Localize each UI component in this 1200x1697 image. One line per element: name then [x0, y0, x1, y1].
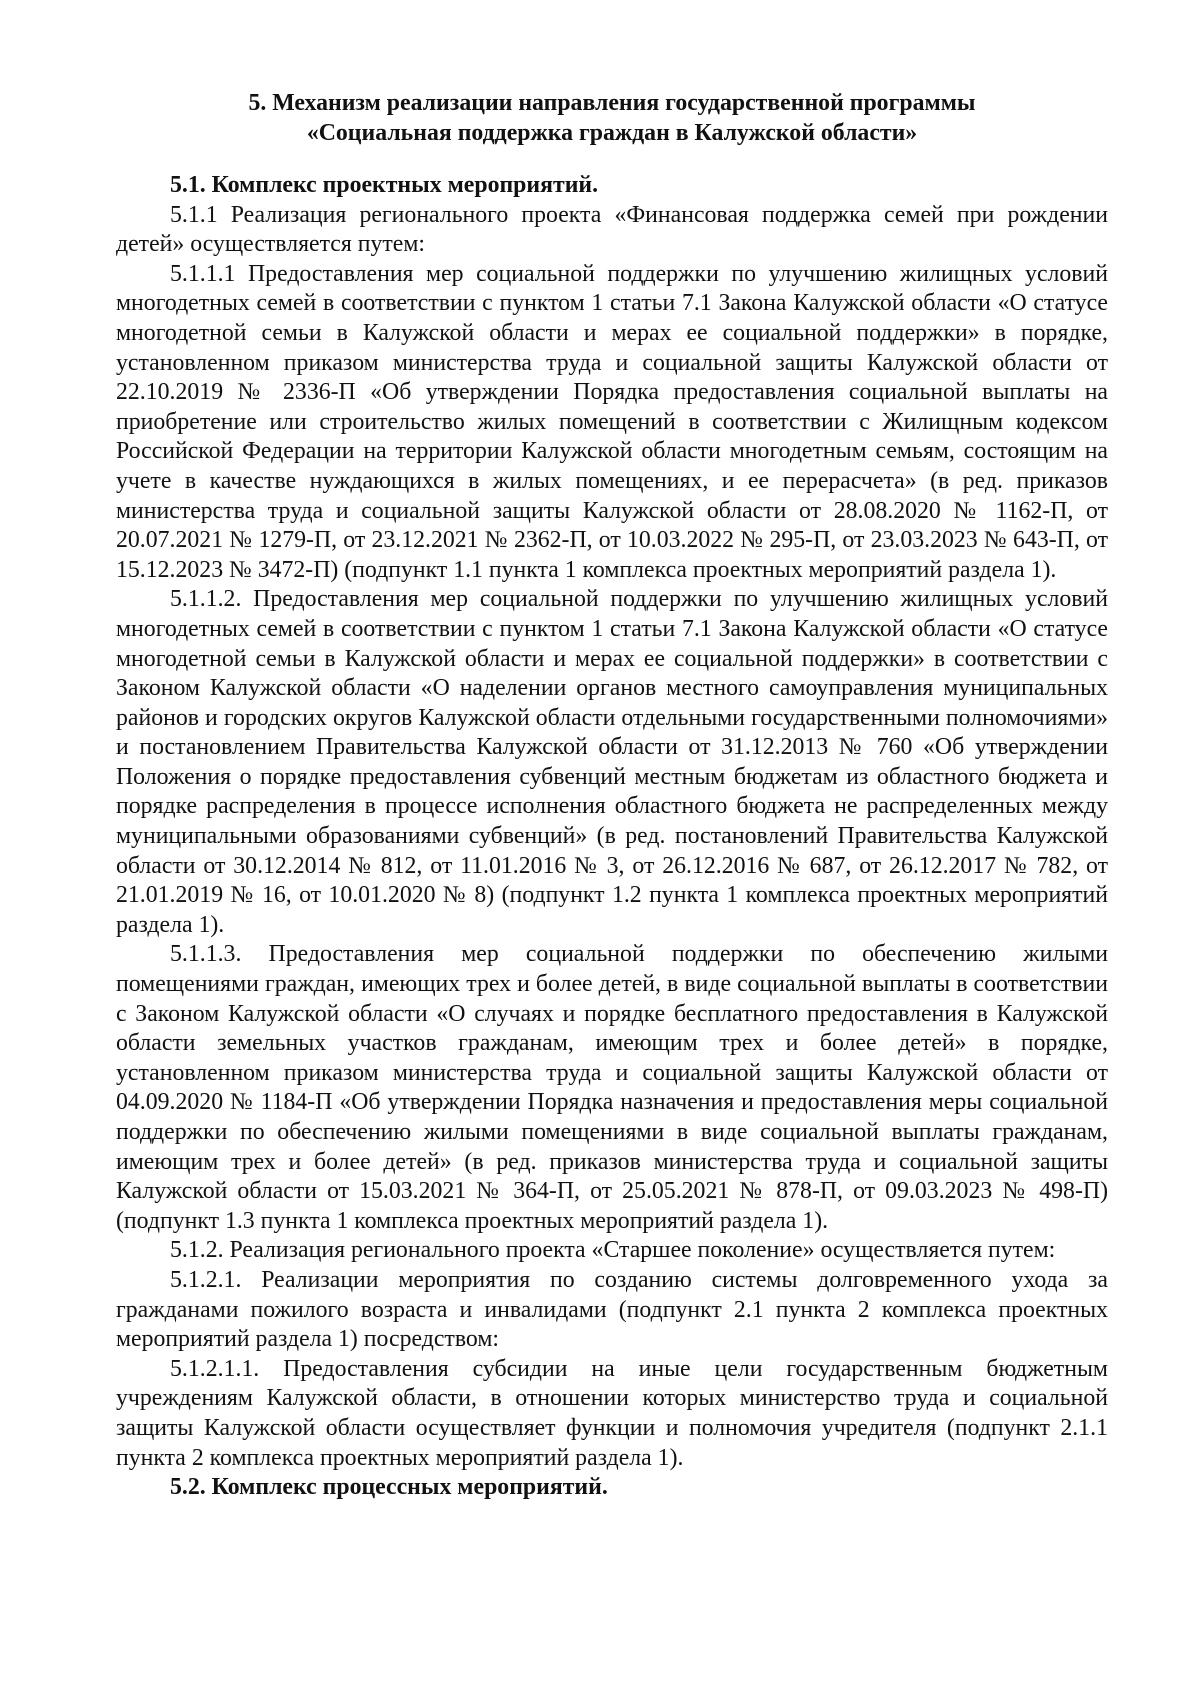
section-5-2-heading: 5.2. Комплекс процессных мероприятий.	[170, 1474, 608, 1501]
paragraph-5-1-1: 5.1.1 Реализация регионального проекта «Финансовая поддержка семей при рождении детей» осуществляется путем:	[116, 201, 1108, 258]
title-line-1: 5. Механизм реализации направления государственной программы	[248, 90, 976, 116]
paragraph-5-1-2-1: 5.1.2.1. Реализации мероприятия по созданию системы долговременного ухода за гражданами пожилого возраста и инвалидами (подпункт 2.1 пункта 2 комплекса проектных мероприятий раздела 1) посредством:	[116, 1266, 1108, 1353]
paragraph-5-1-1-2: 5.1.1.2. Предоставления мер социальной поддержки по улучшению жилищных условий многодетных семей в соответствии с пунктом 1 статьи 7.1 Закона Калужской области «О статусе многодетной семьи в Калужской области и мерах ее социальной поддержки» в соответствии с Законом Калужской области «О наделении органов местного самоуправления муниципальных районов и городских округов Калужской области отдельными государственными полномочиями» и постановлением Правительства Калужской области от 31.12.2013 № 760 «Об утверждении Положения о порядке предоставления субвенций местным бюджетам из областного бюджета и порядке распределения в процессе исполнения областного бюджета не распределенных между муниципальными образованиями субвенций» (в ред. постановлений Правительства Калужской области от 30.12.2014 № 812, от 11.01.2016 № 3, от 26.12.2016 № 687, от 26.12.2017 № 782, от 21.01.2019 № 16, от 10.01.2020 № 8) (подпункт 1.2 пункта 1 комплекса проектных мероприятий раздела 1).	[116, 586, 1108, 938]
document-title	[116, 88, 1108, 148]
paragraph-5-1-2: 5.1.2. Реализация регионального проекта «Старшее поколение» осуществляется путем:	[170, 1237, 1056, 1264]
title-line-2: «Социальная поддержка граждан в Калужской области»	[306, 120, 918, 146]
paragraph-5-1-1-1: 5.1.1.1 Предоставления мер социальной поддержки по улучшению жилищных условий многодетных семей в соответствии с пунктом 1 статьи 7.1 Закона Калужской области «О статусе многодетной семьи в Калужской области и мерах ее социальной поддержки» в порядке, установленном приказом министерства труда и социальной защиты Калужской области от 22.10.2019 № 2336-П «Об утверждении Порядка предоставления социальной выплаты на приобретение или строительство жилых помещений в соответствии с Жилищным кодексом Российской Федерации на территории Калужской области многодетным семьям, состоящим на учете в качестве нуждающихся в жилых помещениях, и ее перерасчета» (в ред. приказов министерства труда и социальной защиты Калужской области от 28.08.2020 № 1162-П, от 20.07.2021 № 1279-П, от 23.12.2021 № 2362-П, от 10.03.2022 № 295-П, от 23.03.2023 № 643-П, от 15.12.2023 № 3472-П) (подпункт 1.1 пункта 1 комплекса проектных мероприятий раздела 1).	[116, 260, 1108, 583]
paragraph-5-1-1-3: 5.1.1.3. Предоставления мер социальной поддержки по обеспечению жилыми помещениями граждан, имеющих трех и более детей, в виде социальной выплаты в соответствии с Законом Калужской области «О случаях и порядке бесплатного предоставления в Калужской области земельных участков гражданам, имеющим трех и более детей» в порядке, установленном приказом министерства труда и социальной защиты Калужской области от 04.09.2020 № 1184-П «Об утверждении Порядка назначения и предоставления меры социальной поддержки по обеспечению жилыми помещениями в виде социальной выплаты гражданам, имеющим трех и более детей» (в ред. приказов министерства труда и социальной защиты Калужской области от 15.03.2021 № 364-П, от 25.05.2021 № 878-П, от 09.03.2023 № 498-П) (подпункт 1.3 пункта 1 комплекса проектных мероприятий раздела 1).	[116, 941, 1108, 1234]
paragraph-5-1-2-1-1: 5.1.2.1.1. Предоставления субсидии на иные цели государственным бюджетным учреждениям Калужской области, в отношении которых министерство труда и социальной защиты Калужской области осуществляет функции и полномочия учредителя (подпункт 2.1.1 пункта 2 комплекса проектных мероприятий раздела 1).	[116, 1355, 1108, 1471]
section-5-1-heading: 5.1. Комплекс проектных мероприятий.	[170, 172, 599, 198]
